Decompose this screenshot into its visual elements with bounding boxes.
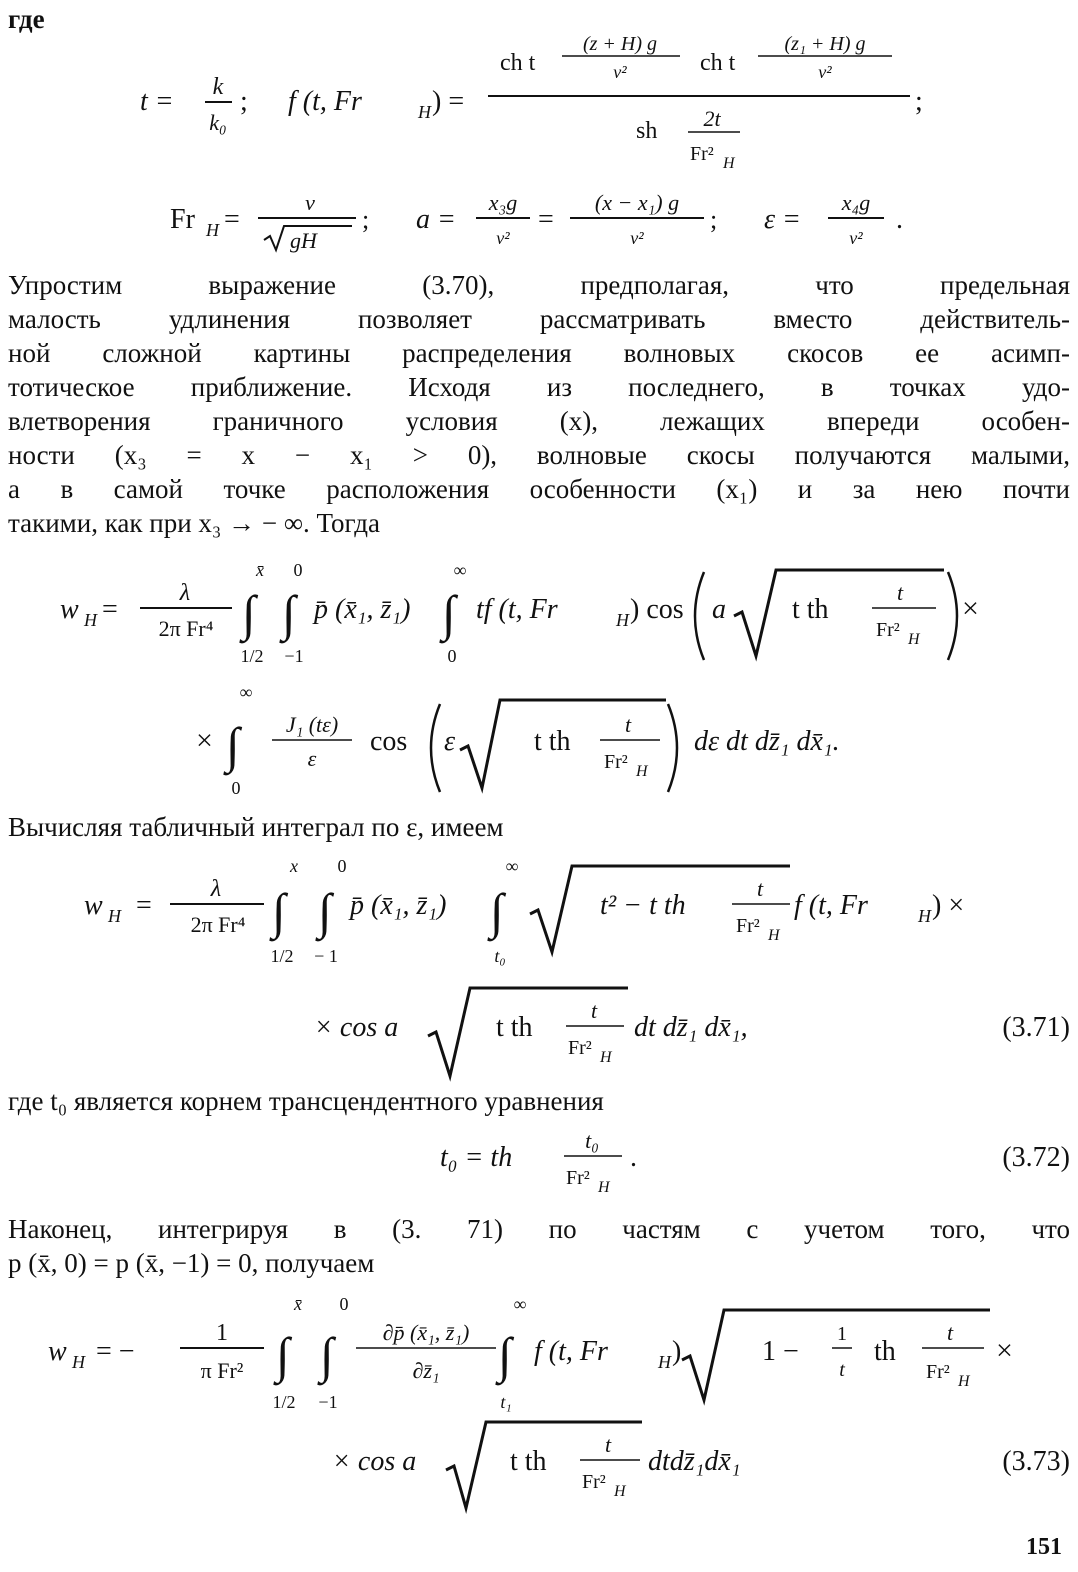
a-x3g: x₃g [488,190,518,215]
int4-lower: 0 [231,778,241,798]
a-v2: v² [496,228,510,248]
eq372-frac-den-sub: H [598,1179,610,1196]
int1-lower: 1/2 [240,646,264,666]
a-xx1g: (x − x₁) g [594,190,680,215]
num-ch2: ch t [700,50,736,76]
eq372-lhs: t₀ = th [440,1142,513,1173]
j1-num: J₁ (tε) [285,712,339,737]
f-term: f (t, Fr [534,1336,608,1367]
equation-3-72 [0,1122,1078,1206]
eq-t-lhs: t = [140,86,174,117]
wh-one: 1 [216,1320,228,1346]
eq372-frac-num: t₀ [585,1128,599,1153]
frac-num: t [756,876,764,901]
eps: ε [444,726,456,757]
equation-definitions [0,30,1078,180]
integral-sign: ∫ [490,883,504,939]
j1-den: ε [307,746,317,771]
integral-sign: ∫ [318,883,332,939]
den-sh: sh [636,118,658,144]
eq-f-lhs: f (t, Fr [288,86,362,117]
num-frac1-den: v² [613,62,627,82]
frac-num: t [896,580,904,605]
int1-lower: 1/2 [272,1392,296,1412]
times: × [962,592,979,625]
eq-f-close: ) = [432,86,465,117]
wh-coef-den: π Fr² [200,1358,244,1383]
int2-upper: 0 [293,560,303,580]
row2-cos-a: × cos a [314,1012,399,1043]
eq-f-sub: H [418,102,431,122]
integral-sign: ∫ [272,883,286,939]
frac-num: t [946,1320,954,1345]
row2-cos-a: × cos a [332,1446,417,1477]
tf-sub: H [616,610,629,630]
wh-eq: = − [96,1336,135,1367]
wh-lhs-sub: H [72,1352,85,1372]
frac2-den-sub: H [636,763,648,780]
eps-x4g: x₄g [841,190,871,215]
int3-upper: ∞ [453,560,467,580]
int3-upper: ∞ [513,1294,527,1314]
line-compute: Вычисляя табличный интеграл по ε, имеем [8,812,504,842]
wh-lhs: w [60,594,79,625]
eq372-dot: . [630,1142,637,1173]
frac-den-sub: H [768,927,780,944]
num-frac2-num: (z₁ + H) g [784,33,866,55]
row2-tail: dt dz̄₁ dx̄₁, [634,1012,748,1043]
integral-sign: ∫ [282,585,296,641]
paragraph-line: малость удлинения позволяет рассматривать вместо действитель- [8,304,1070,334]
row2-tail: dtdz̄₁dx̄₁ [648,1446,741,1477]
equation-number: (3.72) [1002,1142,1070,1173]
frac2-den: Fr² [568,1037,592,1059]
f-sub: H [658,1352,671,1372]
fr-sqrt-gh: gH [290,228,317,253]
equation-fr-a-eps [0,190,1078,260]
frac2-num: t [624,712,632,737]
times: × [996,1334,1013,1367]
frac2-num: t [604,1432,612,1457]
wh-lambda: λ [210,876,222,902]
num-ch1: ch t [500,50,536,76]
page-number: 151 [1026,1534,1062,1560]
int3-lower: 0 [447,646,457,666]
paren-left [695,572,704,660]
one-over-t-num: 1 [837,1323,847,1345]
th: th [874,1336,896,1367]
a-eq2: = [538,204,554,235]
row2-tail: dε dt dz̄₁ dx̄₁. [694,726,840,757]
one-over-t-den: t [839,1359,845,1381]
int3-lower: t₁ [500,1392,512,1412]
num-frac1-num: (z + H) g [582,33,658,55]
paragraph-line: влетворения граничного условия (x), лежащих впереди особен- [8,406,1070,436]
wh-lhs: w [84,890,103,921]
wh-lhs-sub: H [84,610,97,630]
eps-v2: v² [849,228,863,248]
wh-lhs-sub: H [108,906,121,926]
frac-den-sub: H [908,631,920,648]
int4-upper: ∞ [239,682,253,702]
wh-coef-den: 2π Fr⁴ [190,912,246,937]
frac2-den: Fr² [604,751,628,773]
integral-sign: ∫ [442,585,456,641]
int1-lower: 1/2 [270,946,294,966]
fr-sub: H [206,220,219,240]
integral-sign: ∫ [320,1327,334,1383]
int2-lower: − 1 [314,946,338,966]
p-term: p̄ (x̄₁, z̄₁) [314,594,411,625]
t-th: t th [510,1446,547,1477]
row2-times: × [196,724,213,757]
eps-lhs: ε = [764,204,801,235]
f-close: ) [672,1336,682,1367]
radicand: t² − t th [600,890,686,921]
wh-eq: = [102,594,118,625]
eq-k0-den: k₀ [209,110,227,135]
paren-right [668,704,677,792]
line-t0-root: где t₀ является корнем трансцендентного уравнения [8,1086,604,1116]
fr-lhs: Fr [170,204,195,235]
fr-v: v [305,190,315,215]
t-th: t th [496,1012,533,1043]
int1-upper: x̄ [256,560,264,580]
den-den: Fr² [690,143,714,165]
a-lhs: a = [416,204,456,235]
a-v2b: v² [630,228,644,248]
paragraph-integrate [8,1212,1070,1280]
frac2-den-sub: H [600,1049,612,1066]
int2-lower: −1 [284,646,304,666]
paragraph-line: тотическое приближение. Исходя из последнего, в точках удо- [8,372,1070,402]
wh-lambda: λ [179,580,191,606]
paragraph-line: а в самой точке расположения особенности (x₁) и за нею почти [8,474,1070,504]
int3-lower: t₀ [494,946,506,966]
frac2-den-sub: H [614,1483,626,1500]
f-sub: H [918,906,931,926]
den-num: 2t [703,106,721,131]
paragraph-line: Наконец, интегрируя в (3. 71) по частям с учетом того, что [8,1214,1070,1244]
frac-den: Fr² [736,915,760,937]
dp-num: ∂p̄ (x̄₁, z̄₁) [382,1320,470,1345]
semicolon-2: ; [710,205,718,234]
paragraph-line: p (x̄, 0) = p (x̄, −1) = 0, получаем [8,1248,375,1278]
equation-3-73 [0,1290,1078,1526]
int1-upper: x̄ [294,1294,302,1314]
eq-semicolon-2: ; [915,86,923,117]
paragraph-line: Упростим выражение (3.70), предполагая, что предельная [8,270,1070,300]
f-term: f (t, Fr [794,890,868,921]
tf-term: tf (t, Fr [476,594,558,625]
frac-den-sub: H [958,1373,970,1390]
eq-k-num: k [212,74,224,100]
integral-sign: ∫ [242,585,256,641]
eq-semicolon: ; [240,86,248,117]
cos2: cos [370,726,408,757]
paren-right [948,572,957,660]
times: ) × [932,890,965,921]
int2-upper: 0 [339,1294,349,1314]
t-th-2: t th [534,726,571,757]
paren-left [431,704,440,792]
equation-number: (3.71) [1002,1012,1070,1043]
paragraph-line: такими, как при x₃ → − ∞. Тогда [8,508,380,538]
eq372-frac-den: Fr² [566,1167,590,1189]
cos: ) cos [630,594,684,625]
int3-upper: ∞ [505,856,519,876]
eps-dot: . [896,204,903,235]
integral-sign: ∫ [276,1327,290,1383]
paragraph-simplify [8,268,1070,540]
dp-den: ∂z̄₁ [412,1358,440,1383]
p-term: p̄ (x̄₁, z̄₁) [350,890,447,921]
wh-eq: = [136,890,152,921]
integral-sign: ∫ [498,1327,512,1383]
frac2-den: Fr² [582,1471,606,1493]
int2-upper: 0 [337,856,347,876]
equation-number: (3.73) [1002,1446,1070,1477]
paragraph-line: ной сложной картины распределения волновых скосов ее асимп- [8,338,1070,368]
int2-lower: −1 [318,1392,338,1412]
integral-sign: ∫ [226,717,240,773]
frac-den: Fr² [876,619,900,641]
radicand: 1 − [762,1336,799,1367]
num-frac2-den: v² [818,62,832,82]
equation-3-71 [0,852,1078,1084]
intro-word: где [8,4,45,34]
equation-wh-first [0,556,1078,796]
fr-eq: = [224,204,240,235]
wh-coef-den: 2π Fr⁴ [158,616,214,641]
frac-den: Fr² [926,1361,950,1383]
arg-a: a [712,594,726,625]
den-den-sub: H [723,155,735,172]
paragraph-line: ности (x₃ = x − x₁ > 0), волновые скосы получаются малыми, [8,440,1070,470]
t-th: t th [792,594,829,625]
semicolon: ; [362,205,370,234]
wh-lhs: w [48,1336,67,1367]
frac2-num: t [590,998,598,1023]
sqrt-sign [682,1310,990,1400]
int1-upper: x [290,856,298,876]
